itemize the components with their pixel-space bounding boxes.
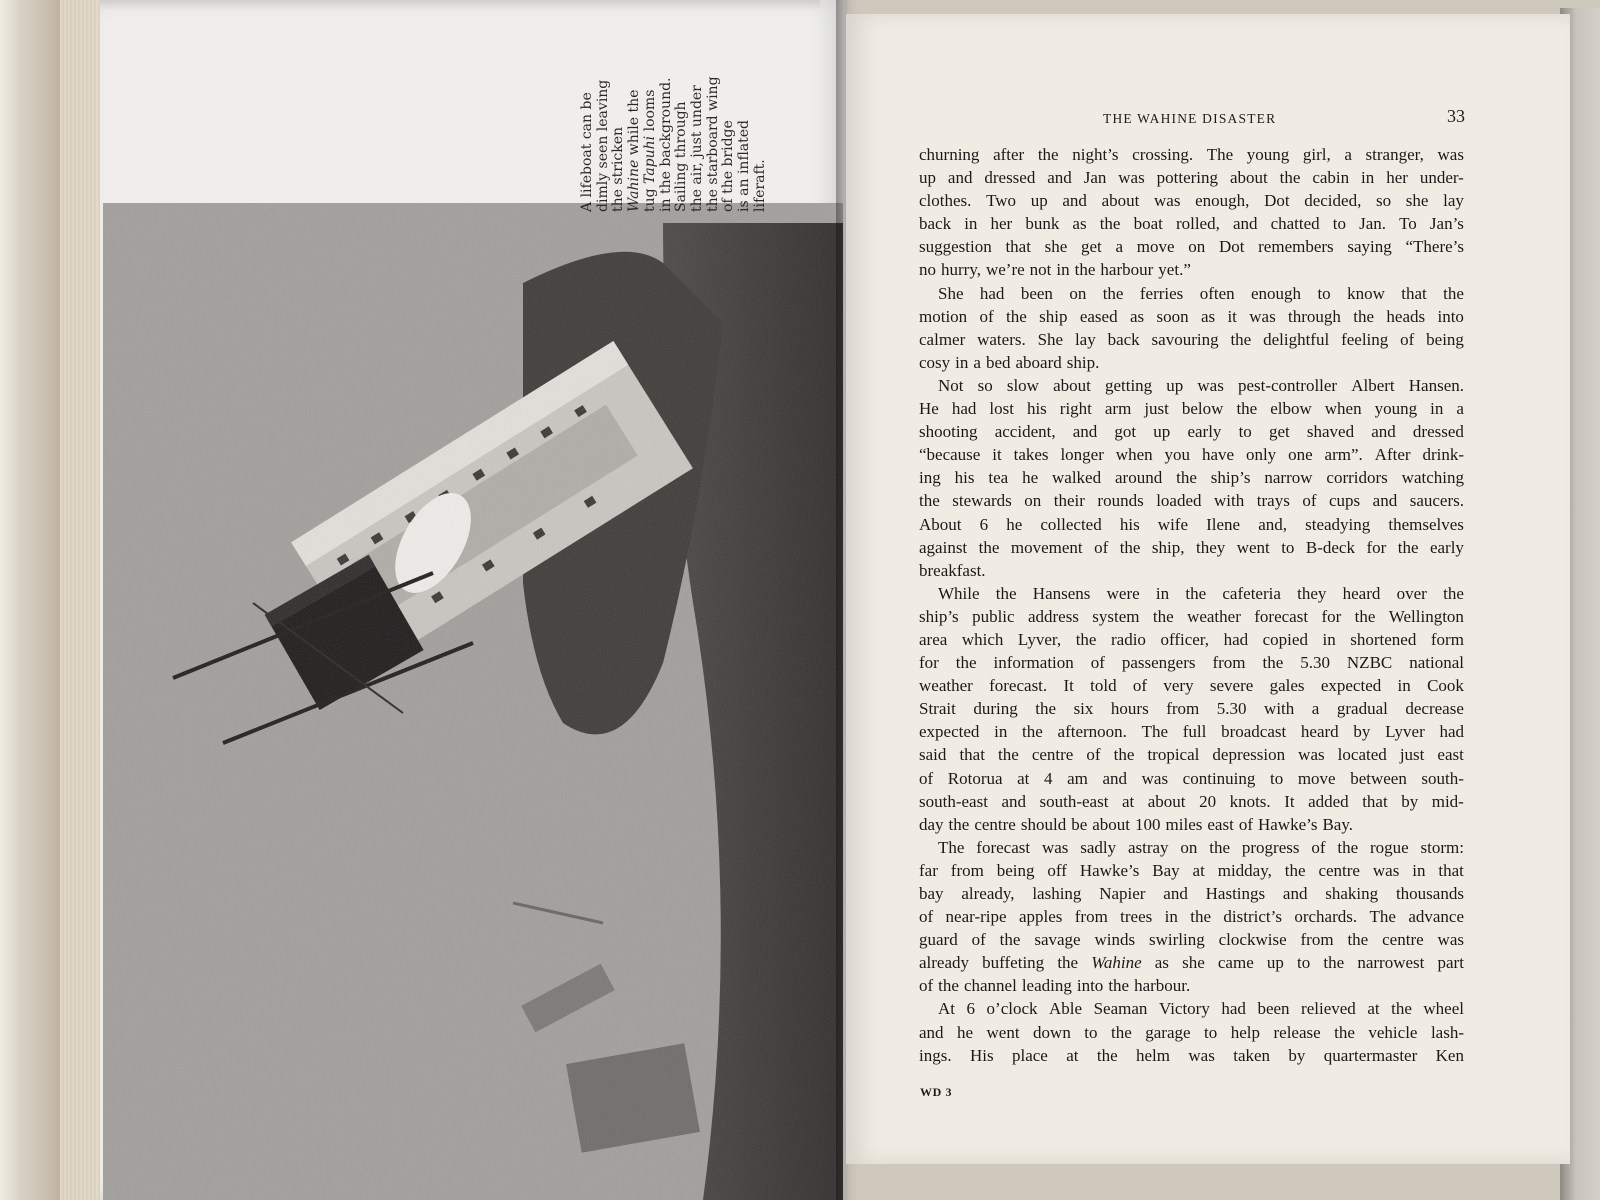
ship-photograph xyxy=(103,203,843,1200)
text-line: guard of the savage winds swirling clockwise from the centre was xyxy=(919,930,1464,950)
text-line: motion of the ship eased as soon as it was through the heads into xyxy=(919,306,1464,326)
text-line: bay already, lashing Napier and Hastings and shaking thousands xyxy=(919,884,1464,903)
text-line: ing his tea he walked around the ship’s narrow corridors watching xyxy=(919,468,1464,488)
text-line: He had lost his right arm just below the elbow when young in a xyxy=(919,399,1464,419)
text-line: already buffeting the Wahine as she came up to the narrowest part xyxy=(919,953,1464,973)
text-line: up and dressed and Jan was pottering about the cabin in her under- xyxy=(919,168,1464,188)
text-line: calmer waters. She lay back savouring the delightful feeling of being xyxy=(919,329,1464,349)
page-top-shadow xyxy=(100,0,820,10)
text-line: ings. His place at the helm was taken by quartermaster Ken xyxy=(919,1045,1464,1065)
body-text xyxy=(919,143,1464,1067)
text-line: no hurry, we’re not in the harbour yet.” xyxy=(919,260,1191,280)
text-line: back in her bunk as the boat rolled, and chatted to Jan. To Jan’s xyxy=(919,214,1464,234)
text-line: the stewards on their rounds loaded with trays of cups and saucers. xyxy=(919,491,1464,511)
text-line: ship’s public address system the weather forecast for the Wellington xyxy=(919,606,1464,626)
text-line: area which Lyver, the radio officer, had copied in shortened form xyxy=(919,629,1464,649)
text-line: against the movement of the ship, they went to B-deck for the early xyxy=(919,537,1464,557)
text-line: expected in the afternoon. The full broadcast heard by Lyver had xyxy=(919,722,1464,742)
text-line: Not so slow about getting up was pest-controller Albert Hansen. xyxy=(938,375,1464,395)
signature-mark: WD 3 xyxy=(920,1085,953,1099)
text-line: far from being off Hawke’s Bay at midday, the centre was in that xyxy=(919,860,1464,880)
caption-line: A lifeboat can be xyxy=(579,92,595,212)
text-line: suggestion that she get a move on Dot remembers saying “There’s xyxy=(919,237,1464,257)
text-line: “because it takes longer when you have only one arm”. After drink- xyxy=(919,445,1464,465)
caption-line: tug Tapuhi looms xyxy=(641,89,658,212)
running-head: THE WAHINE DISASTER xyxy=(1103,111,1277,126)
caption-line: dimly seen leaving xyxy=(594,79,611,212)
text-line: Strait during the six hours from 5.30 with a gradual decrease xyxy=(919,699,1464,719)
caption-line: Sailing through xyxy=(673,101,690,212)
text-line: day the centre should be about 100 miles east of Hawke’s Bay. xyxy=(919,814,1353,834)
text-line: clothes. Two up and about was enough, Dot decided, so she lay xyxy=(919,191,1464,211)
text-line: of Rotorua at 4 am and was continuing to move between south- xyxy=(919,768,1464,788)
caption-line: of the bridge xyxy=(720,120,737,212)
text-line: shooting accident, and got up early to get shaved and dressed xyxy=(919,422,1464,442)
text-line: of near-ripe apples from trees in the district’s orchards. The advance xyxy=(919,907,1464,927)
text-line: At 6 o’clock Able Seaman Victory had been relieved at the wheel xyxy=(938,999,1464,1019)
text-line: cosy in a bed aboard ship. xyxy=(919,352,1100,372)
page-number: 33 xyxy=(1447,106,1465,126)
caption-line: the starboard wing xyxy=(704,76,721,212)
caption-line: the air, just under xyxy=(688,85,705,212)
caption-line: in the background. xyxy=(657,77,674,212)
caption-line: is an inflated xyxy=(736,119,753,212)
text-line: and he went down to the garage to help release the vehicle lash- xyxy=(919,1022,1464,1042)
text-line: The forecast was sadly astray on the progress of the rogue storm: xyxy=(938,837,1464,857)
text-line: About 6 he collected his wife Ilene and, steadying themselves xyxy=(919,514,1464,534)
text-line: said that the centre of the tropical depression was located just east xyxy=(919,745,1464,765)
text-line: of the channel leading into the harbour. xyxy=(919,976,1191,996)
text-line: She had been on the ferries often enough to know that the xyxy=(938,283,1464,303)
caption-line: liferaft. xyxy=(751,159,768,212)
wahine-listing-photo xyxy=(103,203,843,1200)
caption-line: the stricken xyxy=(610,127,627,212)
text-line: for the information of passengers from the 5.30 NZBC national xyxy=(919,653,1464,673)
text-line: churning after the night’s crossing. The young girl, a stranger, was xyxy=(919,145,1464,164)
photo-caption xyxy=(580,52,768,212)
text-line: breakfast. xyxy=(919,560,986,580)
text-line: south-east and south-east at about 20 knots. It added that by mid- xyxy=(919,791,1464,811)
text-line: weather forecast. It told of very severe gales expected in Cook xyxy=(919,676,1464,696)
text-line: While the Hansens were in the cafeteria they heard over the xyxy=(938,583,1464,603)
caption-line: Wahine while the xyxy=(626,89,643,212)
